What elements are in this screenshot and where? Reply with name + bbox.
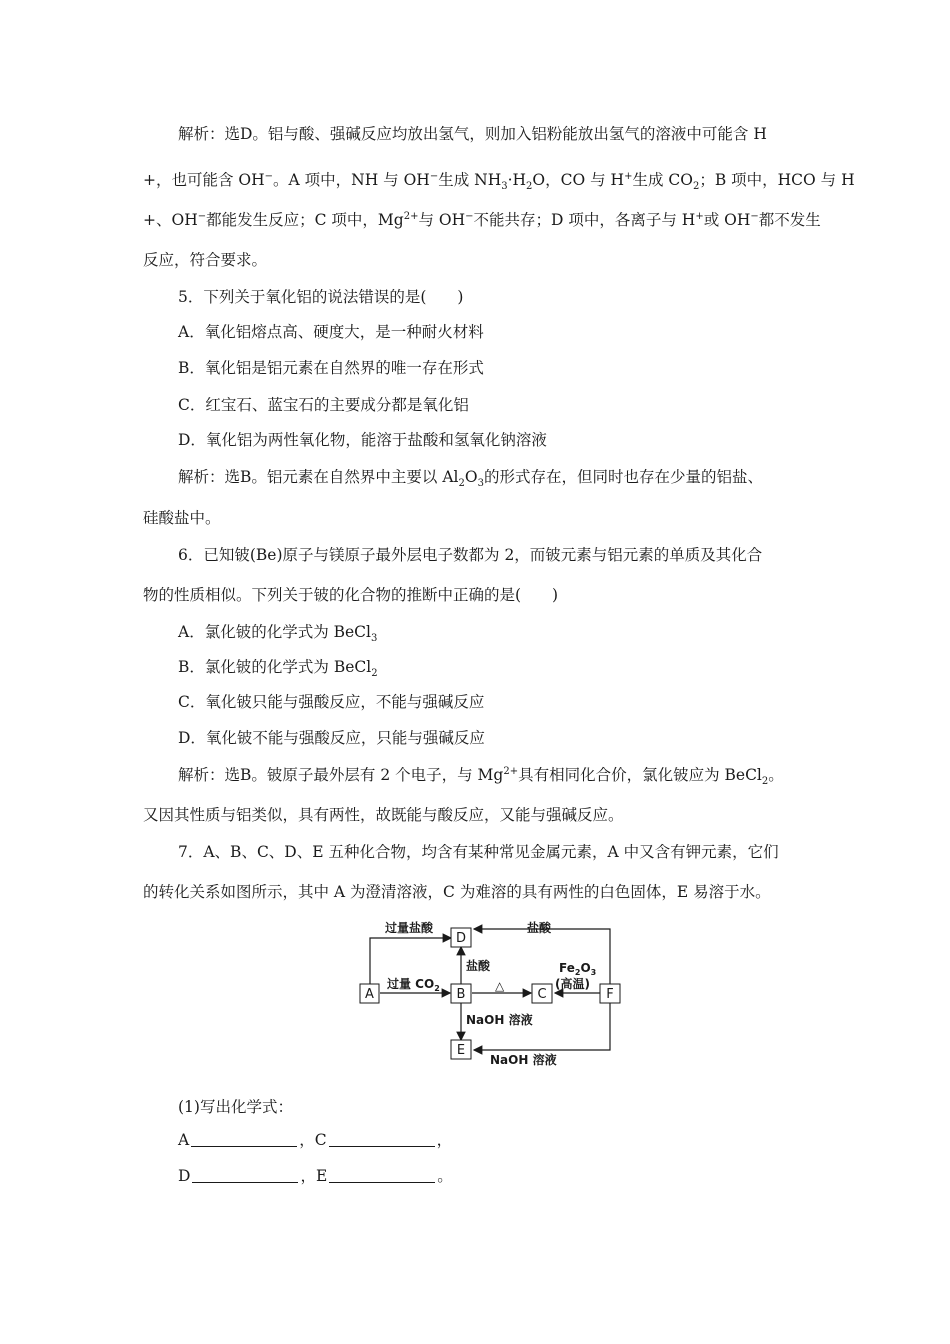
q6-analysis-line-2: 又因其性质与铝类似，具有两性，故既能与酸反应，又能与强碱反应。 (143, 806, 624, 824)
answer-blank-c[interactable] (329, 1131, 435, 1147)
label-c: C (537, 987, 547, 1002)
q7-stem-line-1: 7．A、B、C、D、E 五种化合物，均含有某种常见金属元素，A 中又含有钾元素，它们 (178, 843, 779, 861)
q6-stem-line-2: 物的性质相似。下列关于铍的化合物的推断中正确的是( ) (143, 586, 559, 604)
label-a: A (365, 987, 374, 1002)
answer-blank-e[interactable] (329, 1167, 435, 1183)
q5-option-c: C．红宝石、蓝宝石的主要成分都是氧化铝 (178, 396, 469, 414)
q6-analysis-line-1: 解析：选B。铍原子最外层有 2 个电子，与 $Mg^{2+}$具有相同化合价，氯化铍应为 BeCl$_2$。 (178, 765, 784, 788)
label-hcl-b: 盐酸 (466, 959, 491, 973)
q7-sub-question-1: (1)写出化学式： (178, 1098, 293, 1116)
label-naoh-f: NaOH 溶液 (490, 1053, 557, 1067)
label-heat: △ (495, 979, 505, 993)
label-b: B (456, 987, 466, 1002)
label-excess-co2: 过量 $CO_2$ (387, 977, 440, 993)
q4-analysis-line-3: +、OH−都能发生反应；C 项中，$Mg^{2+}$与 OH−不能共存；D 项中，各离子与 H+或 OH−都不发生 (143, 210, 821, 229)
q5-analysis-line-2: 硅酸盐中。 (143, 509, 221, 527)
q6-option-c: C．氧化铍只能与强酸反应，不能与强碱反应 (178, 693, 485, 711)
q4-analysis-line-2: +，也可能含 OH−。A 项中，NH 与 OH−生成 $NH_3\cdot H_2O$，CO 与 H+生成 $CO_2$；B 项中，HCO 与 H (143, 170, 855, 193)
label-f: F (606, 987, 614, 1002)
q7-answer-line-ac: A ，C ， (178, 1131, 453, 1149)
label-fe2o3: $Fe_2O_3$ (559, 961, 597, 977)
q5-analysis-line-1: 解析：选B。铝元素在自然界中主要以 $Al_2O_3$的形式存在，但同时也存在少量的铝盐、 (178, 468, 763, 490)
q6-option-b: B．氯化铍的化学式为 BeCl$_2$ (178, 658, 378, 680)
label-excess-hcl: 过量盐酸 (385, 921, 434, 935)
label-high-temp: (高温) (555, 977, 590, 991)
label-d: D (455, 931, 467, 946)
arrow-f-to-d (474, 929, 610, 984)
q6-option-a: A．氯化铍的化学式为 BeCl$_3$ (178, 623, 378, 645)
label-e: E (456, 1043, 466, 1058)
reaction-flow-diagram (355, 912, 625, 1067)
label-naoh-b: NaOH 溶液 (466, 1013, 533, 1027)
label-hcl-f: 盐酸 (527, 921, 552, 935)
q4-analysis-line-4: 反应，符合要求。 (143, 251, 268, 269)
q6-option-d: D．氧化铍不能与强酸反应，只能与强碱反应 (178, 729, 485, 747)
q7-stem-line-2: 的转化关系如图所示，其中 A 为澄清溶液，C 为难溶的具有两性的白色固体，E 易溶于水。 (143, 883, 771, 901)
q6-stem-line-1: 6．已知铍(Be)原子与镁原子最外层电子数都为 2，而铍元素与铝元素的单质及其化合 (178, 546, 763, 564)
answer-blank-a[interactable] (191, 1131, 297, 1147)
q5-option-a: A．氧化铝熔点高、硬度大，是一种耐火材料 (178, 323, 484, 341)
answer-blank-d[interactable] (192, 1167, 298, 1183)
q5-option-d: D．氧化铝为两性氧化物，能溶于盐酸和氢氧化钠溶液 (178, 431, 547, 449)
q4-analysis-line-1: 解析：选D。铝与酸、强碱反应均放出氢气，则加入铝粉能放出氢气的溶液中可能含 H (178, 125, 767, 143)
q7-answer-line-de: D ，E 。 (178, 1167, 453, 1185)
q5-stem: 5．下列关于氧化铝的说法错误的是( ) (178, 288, 464, 306)
q5-option-b: B．氧化铝是铝元素在自然界的唯一存在形式 (178, 359, 484, 377)
